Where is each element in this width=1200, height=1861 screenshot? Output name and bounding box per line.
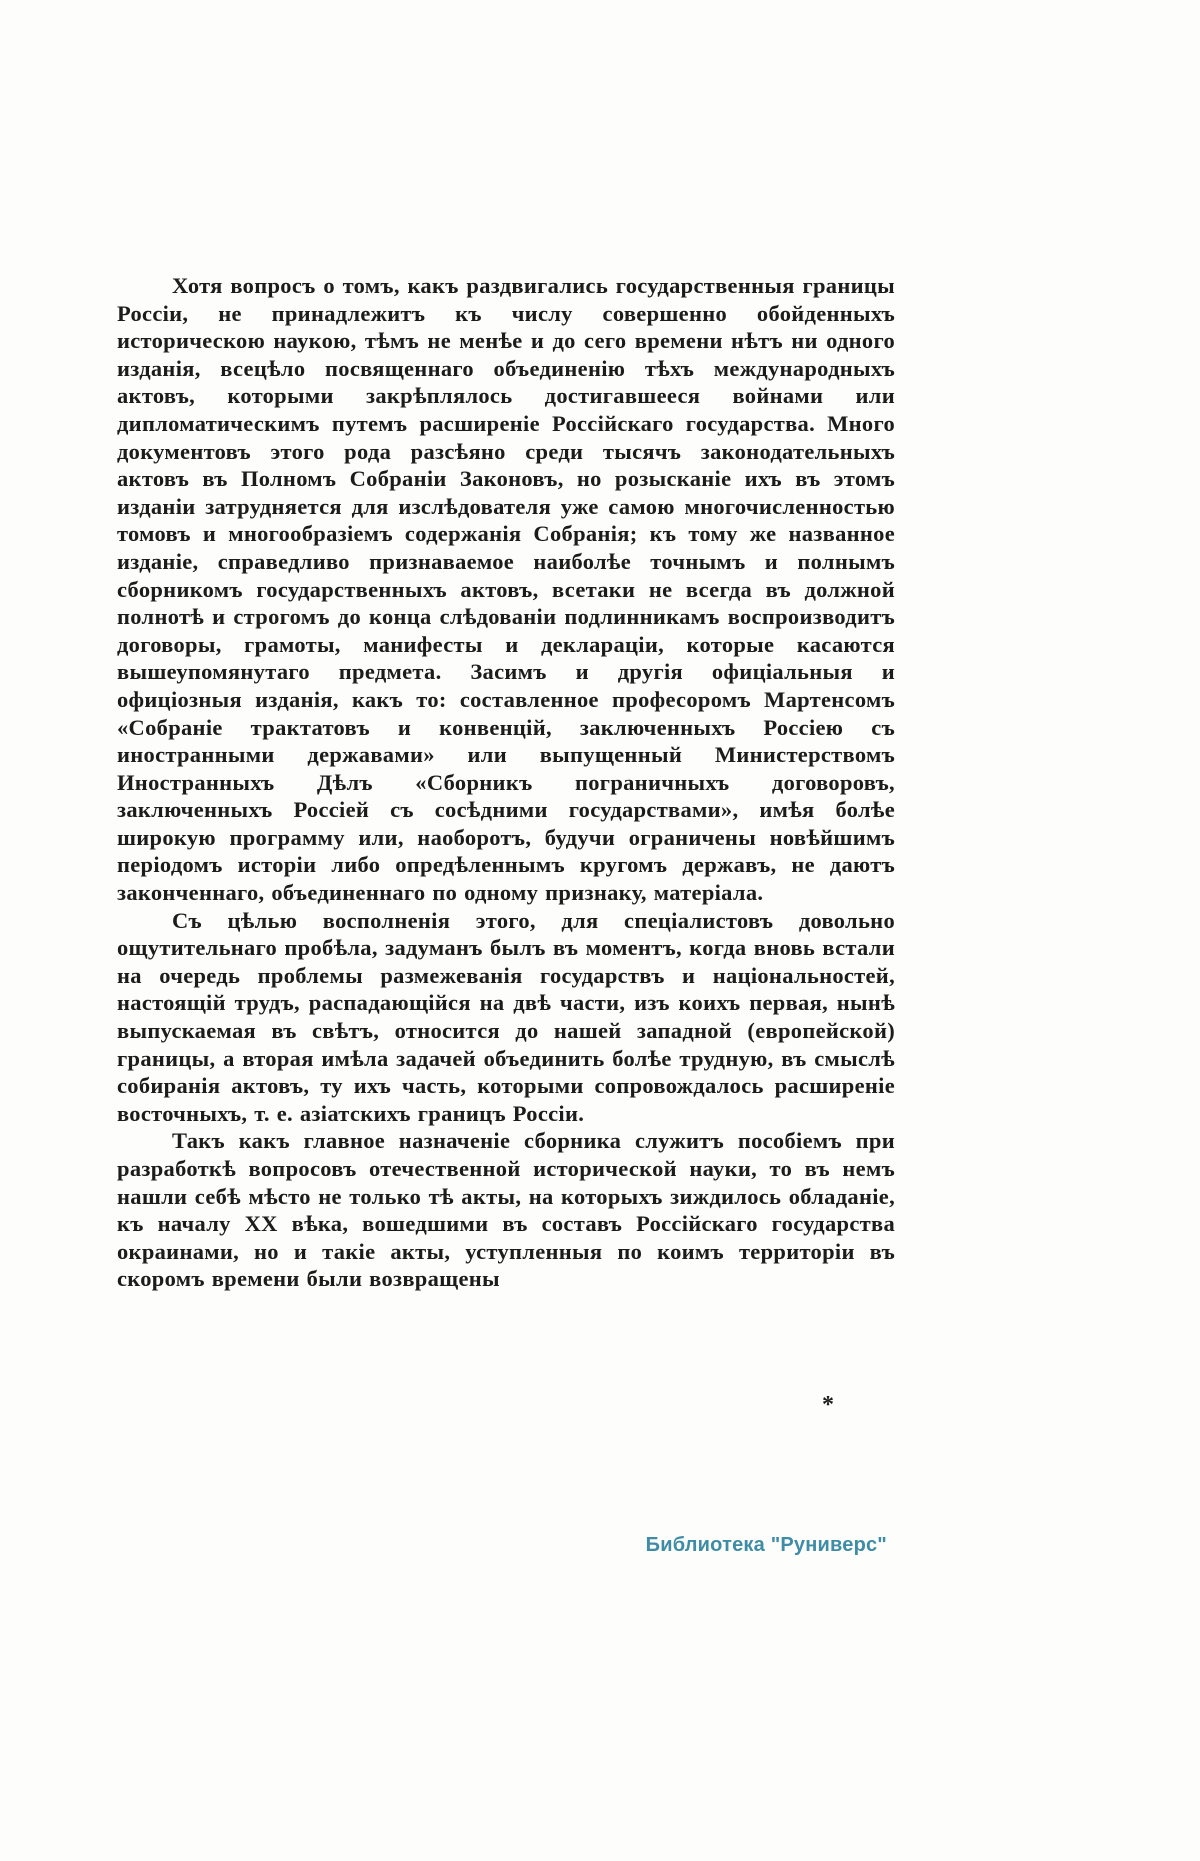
signature-asterisk-mark: * — [822, 1392, 834, 1418]
library-watermark: Библиотека "Руниверс" — [645, 1534, 887, 1556]
paragraph-2: Съ цѣлью восполненія этого, для спеціалистовъ довольно ощутительнаго пробѣла, задуманъ былъ въ моментъ, когда вновь встали на очередь проблемы размежеванія государствъ и національностей, настоящій трудъ, распадающійся на двѣ части, изъ коихъ первая, нынѣ выпускаемая въ свѣтъ, относится до нашей западной (европейской) границы, а вторая имѣла задачей объединить болѣе трудную, въ смыслѣ собиранія актовъ, ту ихъ часть, которыми сопровождалось расширеніе восточныхъ, т. е. азіатскихъ границъ Россіи. — [117, 907, 895, 1126]
body-text — [117, 272, 895, 1293]
paragraph-3: Такъ какъ главное назначеніе сборника служитъ пособіемъ при разработкѣ вопросовъ отечественной исторической науки, то въ немъ нашли себѣ мѣсто не только тѣ акты, на которыхъ зиждилось обладаніе, къ началу XX вѣка, вошедшими въ составъ Россійскаго государства окраинами, но и такіе акты, уступленныя по коимъ территоріи въ скоромъ времени были возвращены — [117, 1128, 895, 1292]
paragraph-1: Хотя вопросъ о томъ, какъ раздвигались государственныя границы Россіи, не принадлежитъ къ числу совершенно обойденныхъ историческою наукою, тѣмъ не менѣе и до сего времени нѣтъ ни одного изданія, всецѣло посвященнаго объединенію тѣхъ международныхъ актовъ, которыми закрѣплялось достигавшееся войнами или дипломатическимъ путемъ расширеніе Россійскаго государства. Много документовъ этого рода разсѣяно среди тысячъ законодательныхъ актовъ въ Полномъ Собраніи Законовъ, но розысканіе ихъ въ этомъ изданіи затрудняется для изслѣдователя уже самою многочисленностью томовъ и многообразіемъ содержанія Собранія; къ тому же названное изданіе, справедливо признаваемое наиболѣе точнымъ и полнымъ сборникомъ государственныхъ актовъ, всетаки не всегда въ должной полнотѣ и строгомъ до конца слѣдованіи подлинникамъ воспроизводитъ договоры, грамоты, манифесты и деклараціи, которые касаются вышеупомянутаго предмета. Засимъ и другія офиціальныя и офиціозныя изданія, какъ то: составленное професоромъ Мартенсомъ «Собраніе трактатовъ и конвенцій, заключенныхъ Россіею съ иностранными державами» или выпущенный Министерствомъ Иностранныхъ Дѣлъ «Сборникъ пограничныхъ договоровъ, заключенныхъ Россіей съ сосѣдними государствами», имѣя болѣе широкую программу или, наоборотъ, будучи ограничены новѣйшимъ періодомъ исторіи либо опредѣленнымъ кругомъ державъ, не даютъ законченнаго, объединеннаго по одному признаку, матеріала. — [117, 273, 895, 906]
